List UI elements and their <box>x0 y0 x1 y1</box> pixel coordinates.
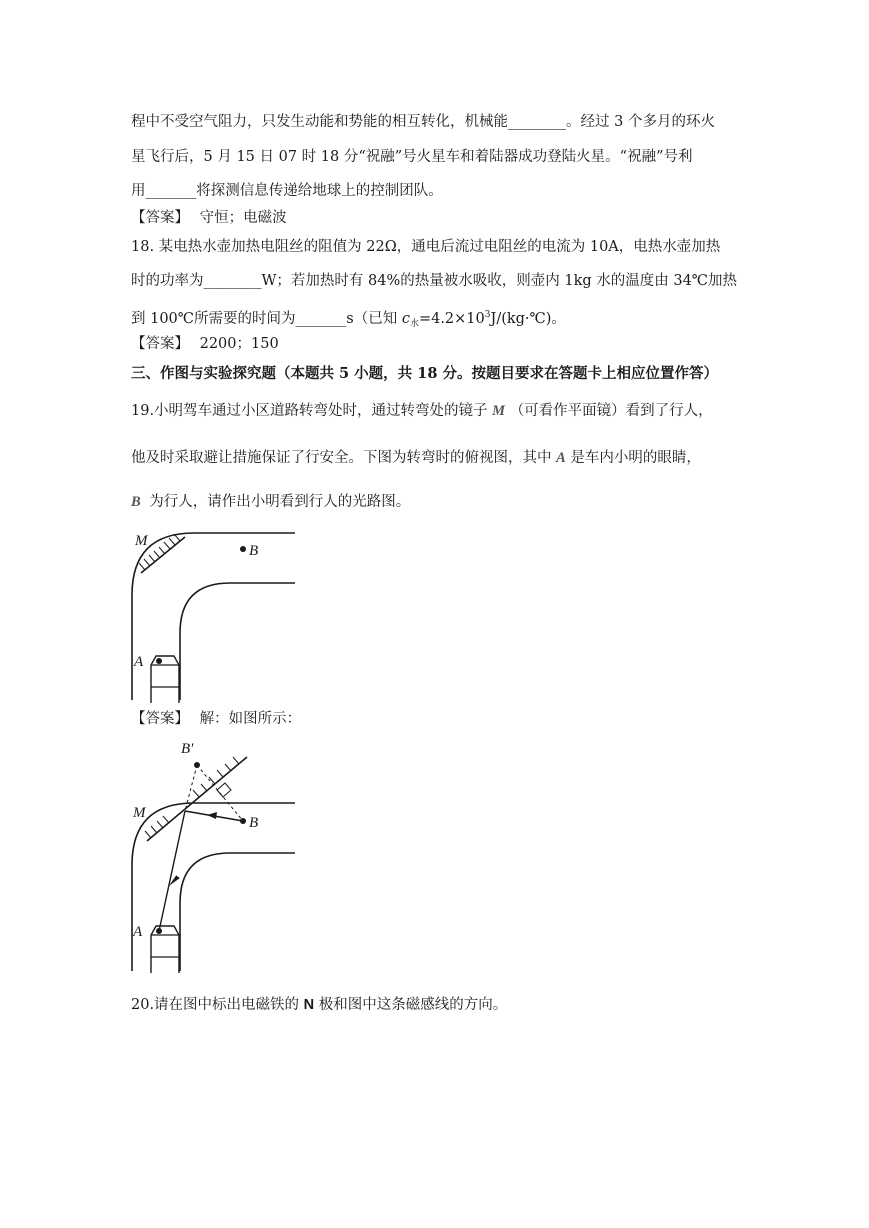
answer-tag: 【答案】 <box>131 711 189 727</box>
q17-line-3: 用_______将探测信息传递给地球上的控制团队。 <box>131 183 443 199</box>
mirror-hatching <box>145 757 239 838</box>
answer-tag: 【答案】 <box>131 210 189 226</box>
inner-road-edge <box>180 583 295 700</box>
q18-line-3-a: 到 100℃所需要的时间为_______s（已知 <box>131 311 402 327</box>
eye-symbol: A <box>556 450 566 466</box>
exponent: 3 <box>484 310 491 320</box>
q19-answer <box>131 709 301 729</box>
q19-line-2 <box>131 448 701 468</box>
q20-line-b: 极和图中这条磁感线的方向。 <box>318 997 508 1013</box>
answer-text: 守恒；电磁波 <box>199 210 287 226</box>
car-outline <box>151 926 179 973</box>
label-b: B <box>249 815 259 831</box>
mirror-line <box>147 757 247 841</box>
incident-ray-arrow <box>207 812 217 819</box>
mirror-line <box>141 537 185 573</box>
answer-text: 解：如图所示： <box>199 711 302 727</box>
q17-line-2: 星飞行后，5 月 15 日 07 时 18 分“祝融”号火星车和着陆器成功登陆火星。“祝融”号利 <box>131 149 693 165</box>
section-heading: 三、作图与实验探究题（本题共 5 小题，共 18 分。按题目要求在答题卡上相应位置作答） <box>131 365 718 382</box>
road-corner-diagram <box>125 525 305 705</box>
answer-text: 2200；150 <box>199 336 279 352</box>
q19-line-3-text: 为行人，请作出小明看到行人的光路图。 <box>149 494 411 510</box>
car-outline <box>151 656 179 703</box>
ray-diagram <box>125 735 305 975</box>
q19-line-2-a: 他及时采取避让措施保证了行安全。下图为转弯时的俯视图，其中 <box>131 450 557 466</box>
label-m: M <box>135 533 148 549</box>
q18-line-1: 18. 某电热水壶加热电阻丝的阻值为 22Ω，通电后流过电阻丝的电流为 10A，电热水壶加热 <box>131 239 721 255</box>
q19-line-1-b: （可看作平面镜）看到了行人， <box>509 403 713 419</box>
q17-line-1: 程中不受空气阻力，只发生动能和势能的相互转化，机械能________。经过 3 个多月的环火 <box>131 114 715 130</box>
q17-answer <box>131 208 287 228</box>
right-angle-mark <box>217 783 231 797</box>
specific-heat-symbol: c <box>401 311 410 327</box>
q19-line-3 <box>131 492 410 512</box>
inner-road-edge <box>180 853 295 971</box>
n-pole-symbol: N <box>303 997 315 1013</box>
q18-line-3 <box>131 305 566 334</box>
q20-line-a: 20.请在图中标出电磁铁的 <box>131 997 304 1013</box>
label-b: B <box>249 543 259 559</box>
label-a: A <box>133 924 143 940</box>
eye-dot <box>156 928 162 934</box>
label-a: A <box>134 654 144 670</box>
pedestrian-symbol: B <box>131 494 141 510</box>
label-m: M <box>133 805 146 821</box>
reflected-ray <box>159 811 185 931</box>
road-corner-figure <box>125 525 305 705</box>
outer-road-edge <box>132 533 295 700</box>
q19-line-2-b: 是车内小明的眼睛， <box>570 450 701 466</box>
ray-diagram-figure <box>125 735 305 975</box>
q18-line-2: 时的功率为________W；若加热时有 84%的热量被水吸收，则壶内 1kg 水的温度由 34℃加热 <box>131 273 738 289</box>
mirror-symbol: M <box>492 403 506 419</box>
pedestrian-dot <box>240 546 246 552</box>
q19-line-1 <box>131 401 713 421</box>
q20-line <box>131 995 507 1015</box>
label-b-prime: B′ <box>181 741 194 757</box>
specific-heat-subscript: 水 <box>409 319 419 329</box>
q19-line-1-a: 19.小明驾车通过小区道路转弯处时，通过转弯处的镜子 <box>131 403 493 419</box>
answer-tag: 【答案】 <box>131 336 189 352</box>
eye-dot <box>156 658 162 664</box>
q18-line-3-b: =4.2×10 <box>418 311 485 327</box>
outer-road-edge <box>132 803 295 971</box>
q18-line-3-d: J/(kg·℃)。 <box>490 311 566 327</box>
q18-answer <box>131 334 279 354</box>
